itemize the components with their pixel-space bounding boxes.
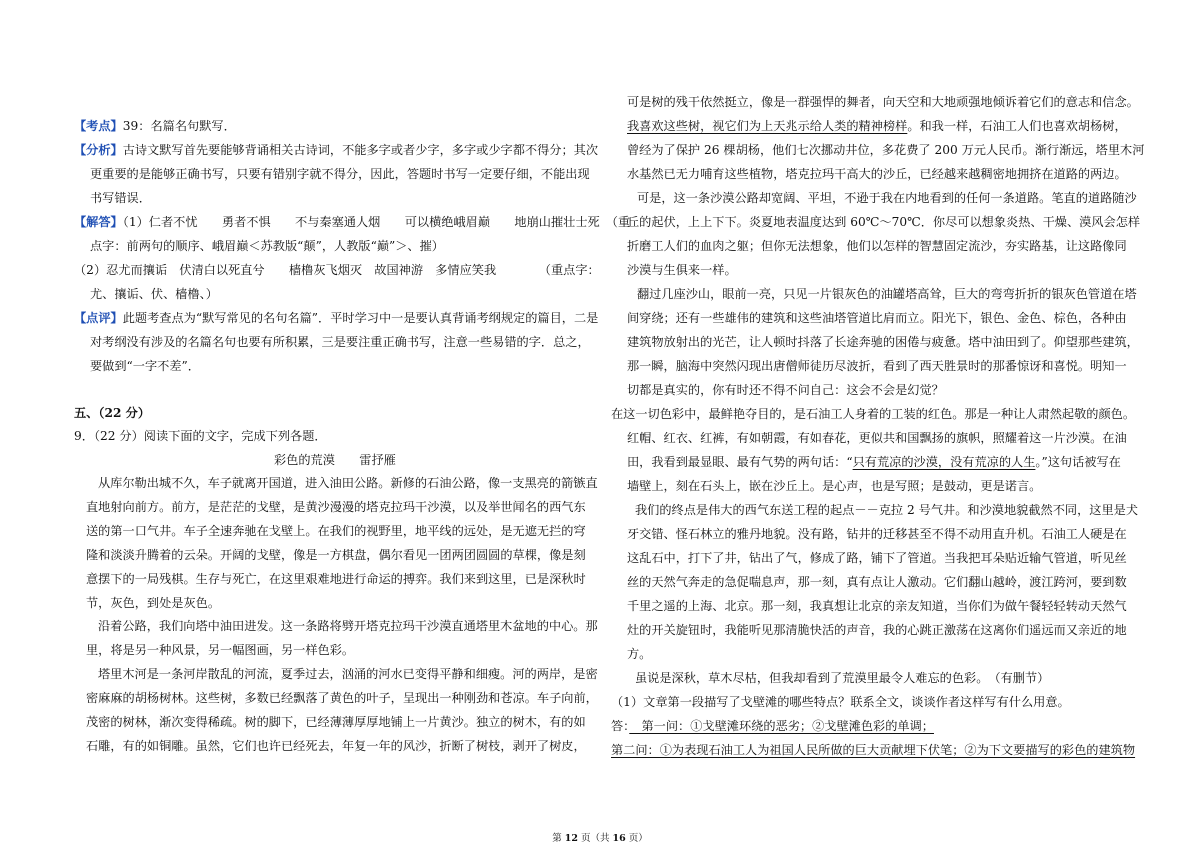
- right-line-3: 曾经为了保护 26 棵胡杨，他们七次挪动井位，多花费了 200 万元人民币。渐行渐远，塔里木河: [627, 143, 1145, 157]
- right-line-12: 那一瞬，脑海中突然闪现出唐僧师徒历尽波折，看到了西天胜景时的那番惊讶和喜悦。明知一: [627, 359, 1127, 373]
- fenxi-line-2: 更重要的是能够正确书写，只要有错别字就不得分，因此，答题时书写一定要仔细，不能出现: [90, 167, 590, 181]
- right-line-22: 千里之遥的上海、北京。那一刻，我真想让北京的亲友知道，当你们为做午餐轻轻转动天然气: [627, 599, 1127, 613]
- right-line-21: 丝的天然气奔走的急促喘息声，那一刻，真有点让人激动。它们翻山越岭，渡江跨河，要到数: [627, 575, 1127, 589]
- right-line-16: [627, 453, 1121, 471]
- right-line-6: 丘的起伏，上上下下。炎夏地表温度达到 60℃～70℃．你尽可以想象炎热、干燥、漠风会怎样: [627, 215, 1141, 229]
- right-line-17: 墙壁上，刻在石头上，嵌在沙丘上。是心声，也是写照；是鼓动，更是诺言。: [627, 479, 1042, 493]
- sub-question-1: （1）文章第一段描写了戈壁滩的哪些特点？联系全文，谈谈作者这样写有什么用意。: [611, 695, 1070, 709]
- jieda-line-2: 点字：前两句的顺序、峨眉巅＜苏教版“颠”，人教版“巅”＞、摧）: [90, 239, 444, 253]
- question-9: 9．（22 分）阅读下面的文字，完成下列各题．: [74, 429, 327, 443]
- right-line-5: 可是，这一条沙漠公路却宽阔、平坦，不逊于我在内地看到的任何一条道路。笔直的道路随沙: [637, 191, 1137, 205]
- right-line-19: 牙交错、怪石林立的雅丹地貌。没有路，钻井的迁移甚至不得不动用直升机。石油工人硬是在: [627, 527, 1127, 541]
- right-line-20: 这乱石中，打下了井，钻出了气，修成了路，铺下了管道。当我把耳朵贴近输气管道，听见丝: [627, 551, 1127, 565]
- article-title: 彩色的荒漠 雷抒雁: [274, 453, 396, 467]
- footer-post: 页）: [625, 833, 648, 844]
- footer-total-pages: 16: [612, 833, 626, 844]
- underlined-sentence-2: 只有荒凉的沙漠，没有荒凉的人生: [852, 455, 1036, 469]
- right-line-14: 在这一切色彩中，最鲜艳夺目的，是石油工人身着的工装的红色。那是一种让人肃然起敬的颜色。: [611, 407, 1136, 421]
- para2-line1: 沿着公路，我们向塔中油田进发。这一条路将劈开塔克拉玛干沙漠直通塔里木盆地的中心。那: [98, 619, 598, 633]
- fenxi-text-1: 古诗文默写首先要能够背诵相关古诗词，不能多字或者少字，多字或少字都不得分；其次: [122, 143, 599, 157]
- right-line-13: 切都是真实的，你有时还不得不问自己：这会不会是幻觉？: [627, 383, 944, 397]
- kaodian-text: 39：名篇名句默写．: [122, 119, 236, 133]
- dianping-line-2: 对考纲没有涉及的名篇名句也要有所积累，三是要注重正确书写，注意一些易错的字．总之，: [90, 335, 590, 349]
- para1-line4: 隆和淡淡升腾着的云朵。开阔的戈壁，像是一方棋盘，偶尔看见一团两团圆圆的草棵，像是刻: [86, 548, 586, 562]
- jieda-line-4: 尤、攘诟、伏、樯橹、）: [90, 287, 218, 301]
- footer-pre: 第: [552, 833, 565, 844]
- para1-line5: 意摆下的一局残棋。生存与死亡，在这里艰难地进行命运的搏弈。我们来到这里，已是深秋时: [86, 572, 586, 586]
- dianping-tag: 【点评】: [74, 311, 123, 325]
- answer-second: 第二问：①为表现石油工人为祖国人民所做的巨大贡献埋下伏笔；②为下文要描写的彩色的建筑物: [611, 743, 1136, 757]
- para2-line2: 里，将是另一种风景，另一幅图画，另一样色彩。: [86, 643, 355, 657]
- fenxi-tag: 【分析】: [74, 143, 123, 157]
- footer-page-number: 12: [564, 833, 578, 844]
- jieda-line-1: [74, 213, 630, 231]
- dianping-line-1: [74, 309, 598, 327]
- right-line-2: [627, 117, 1127, 135]
- answer-line-1: [611, 717, 934, 735]
- fenxi-line-3: 书写错误．: [90, 191, 151, 205]
- page-footer: [0, 830, 1200, 844]
- para3-line4: 石雕，有的如铜雕。虽然，它们也许已经死去，年复一年的风沙，折断了树枝，剥开了树皮，: [86, 739, 586, 753]
- right-line-9: 翻过几座沙山，眼前一亮，只见一片银灰色的油罐塔高耸，巨大的弯弯折折的银灰色管道在塔: [637, 287, 1137, 301]
- right-line-16-b: 。”这句话被写在: [1035, 455, 1121, 469]
- dianping-line-3: 要做到“一字不差”．: [90, 359, 200, 373]
- jieda-text-1: （1）仁者不忧 勇者不惧 不与秦塞通人烟 可以横绝峨眉巅 地崩山摧壮士死 （重: [122, 215, 631, 229]
- para1-line2: 直地射向前方。前方，是茫茫的戈壁，是黄沙漫漫的塔克拉玛干沙漠，以及举世闻名的西气东: [86, 500, 586, 514]
- right-line-25: 虽说是深秋，草木尽枯，但我却看到了荒漠里最令人难忘的色彩。 （有删节）: [635, 671, 1050, 685]
- answer-first: 第一问：①戈壁滩环绕的恶劣；②戈壁滩色彩的单调；: [629, 719, 934, 733]
- jieda-line-3: （2）忍尤而攘诟 伏清白以死直兮 樯橹灰飞烟灭 故国神游 多情应笑我 （重点字：: [74, 263, 600, 277]
- jieda-tag: 【解答】: [74, 215, 123, 229]
- right-line-11: 建筑物放射出的光芒，让人顿时抖落了长途奔驰的困倦与疲惫。塔中油田到了。仰望那些建筑，: [627, 335, 1139, 349]
- right-line-23: 灶的开关旋钮时，我能听见那清脆快活的声音，我的心跳正激荡在这离你们遥远而又亲近的地: [627, 623, 1127, 637]
- fenxi-line-1: [74, 141, 598, 159]
- para3-line3: 茂密的树林，渐次变得稀疏。树的脚下，已经薄薄厚厚地铺上一片黄沙。独立的树木，有的如: [86, 715, 586, 729]
- right-line-4: 水基然已无力哺育这些植物，塔克拉玛干高大的沙丘，已经越来越稠密地拥挤在道路的两边。: [627, 167, 1127, 181]
- answer-line-2: [611, 741, 1135, 759]
- dianping-text-1: 此题考查点为“默写常见的名句名篇”．平时学习中一是要认真背诵考纲规定的篇目，二是: [122, 311, 599, 325]
- footer-mid: 页（共: [577, 833, 613, 844]
- para3-line1: 塔里木河是一条河岸散乱的河流，夏季过去，汹涌的河水已变得平静和细瘦。河的两岸，是密: [98, 667, 598, 681]
- kaodian-line: [74, 117, 236, 135]
- right-line-15: 红帽、红衣、红裤，有如朝霞，有如春花，更似共和国飘扬的旗帜，照耀着这一片沙漠。在油: [627, 431, 1127, 445]
- answer-label: 答：: [611, 719, 630, 733]
- right-line-8: 沙漠与生俱来一样。: [627, 263, 737, 277]
- right-line-10: 间穿绕；还有一些雄伟的建筑和这些油塔管道比肩而立。阳光下，银色、金色、棕色，各种由: [627, 311, 1127, 325]
- kaodian-tag: 【考点】: [74, 119, 123, 133]
- right-line-24: 方。: [627, 647, 652, 661]
- para3-line2: 密麻麻的胡杨树林。这些树，多数已经飘落了黄色的叶子，呈现出一种刚劲和苍凉。车子向前，: [86, 691, 598, 705]
- right-line-18: 我们的终点是伟大的西气东送工程的起点－－克拉 2 号气井。和沙漠地貌截然不同，这里是犬: [635, 503, 1139, 517]
- right-line-1: 可是树的残干依然挺立，像是一群强悍的舞者，向天空和大地顽强地倾诉着它们的意志和信念。: [627, 95, 1139, 109]
- underlined-sentence-1: 我喜欢这些树，视它们为上天兆示给人类的精神榜样: [627, 119, 908, 133]
- right-line-2-rest: 。和我一样，石油工人们也喜欢胡杨树，: [907, 119, 1127, 133]
- right-line-7: 折磨工人们的血肉之躯；但你无法想象，他们以怎样的智慧固定流沙，夯实路基，让这路像同: [627, 239, 1127, 253]
- right-line-16-a: 田，我看到最显眼、最有气势的两句话：“: [627, 455, 853, 469]
- para1-line1: 从库尔勒出城不久，车子就离开国道，进入油田公路。新修的石油公路，像一支黑亮的箭镞直: [98, 476, 598, 490]
- para1-line6: 节，灰色，到处是灰色。: [86, 596, 221, 610]
- para1-line3: 送的第一口气井。车子全速奔驰在戈壁上。在我们的视野里，地平线的远处，是无遮无拦的穹: [86, 524, 586, 538]
- section-heading: 五、（22 分）: [74, 406, 151, 420]
